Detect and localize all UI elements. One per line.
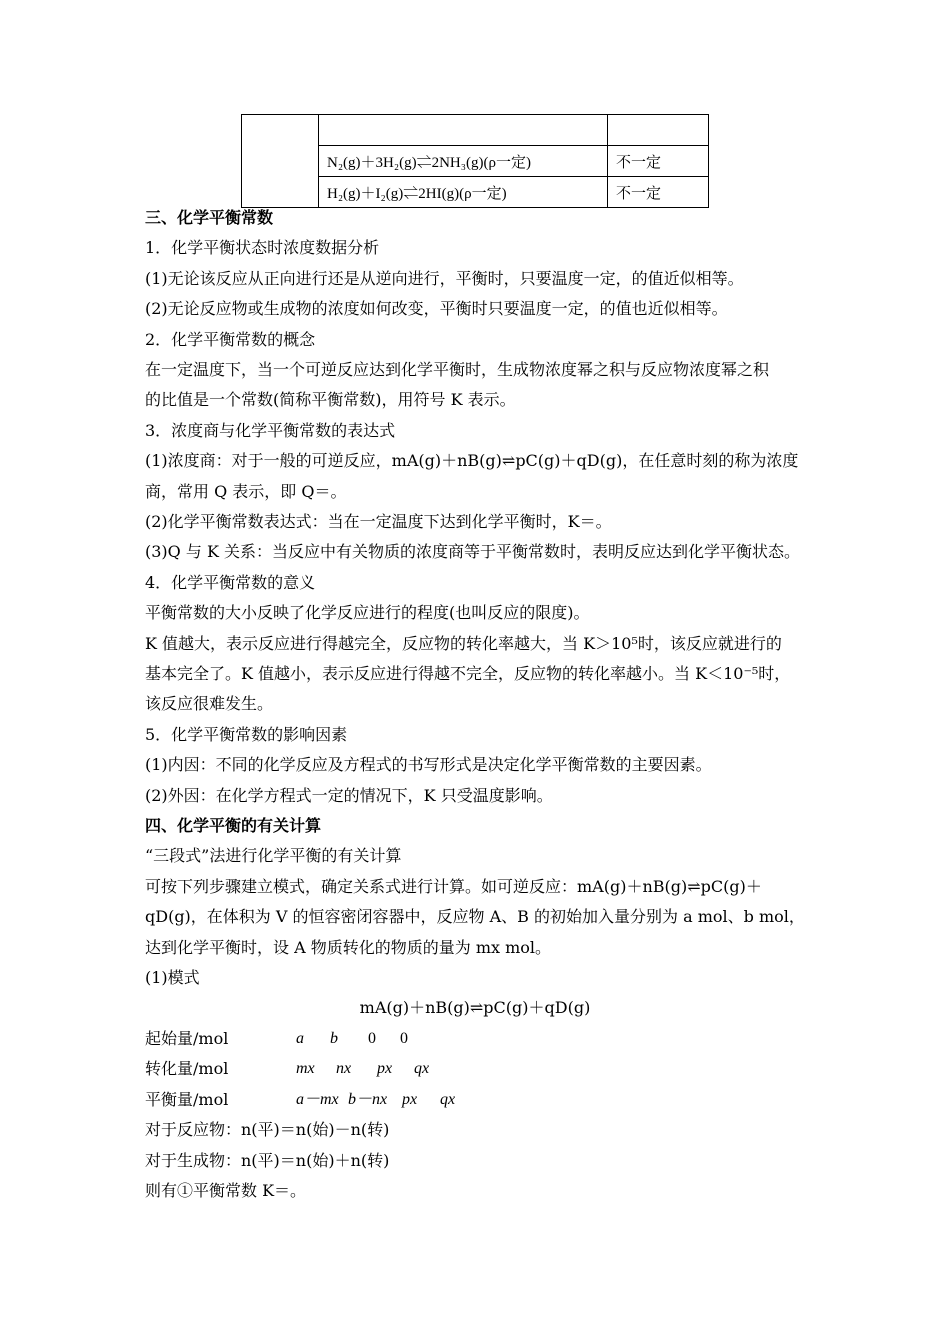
paragraph-line: 商，常用 Q 表示，即 Q＝。 <box>145 482 347 501</box>
table-cell-result: 不一定 <box>608 177 709 208</box>
paragraph-line: 则有①平衡常数 K＝。 <box>145 1181 307 1200</box>
paragraph-line: 的比值是一个常数(简称平衡常数)，用符号 K 表示。 <box>145 390 516 409</box>
paragraph-line: (2)外因：在化学方程式一定的情况下，K 只受温度影响。 <box>145 786 553 805</box>
mode-value: 0 <box>368 1030 376 1047</box>
paragraph-line: (2)化学平衡常数表达式：当在一定温度下达到化学平衡时，K＝。 <box>145 512 612 531</box>
paragraph-line: (1)无论该反应从正向进行还是从逆向进行，平衡时，只要温度一定，的值近似相等。 <box>145 269 744 288</box>
paragraph-line: 可按下列步骤建立模式，确定关系式进行计算。如可逆反应：mA(g)＋nB(g)⇌pC(g)＋ <box>145 877 762 896</box>
mode-value: mx <box>296 1060 315 1077</box>
paragraph-line: (3)Q 与 K 关系：当反应中有关物质的浓度商等于平衡常数时，表明反应达到化学平衡状态。 <box>145 542 800 561</box>
subsection-heading: 2．化学平衡常数的概念 <box>145 330 316 349</box>
table-cell-result: 不一定 <box>608 146 709 177</box>
section-heading: 三、化学平衡常数 <box>145 208 274 227</box>
mode-row-label: 起始量/mol <box>145 1029 229 1048</box>
subsection-heading: 4．化学平衡常数的意义 <box>145 573 316 592</box>
table-cell-condition <box>319 115 608 146</box>
paragraph-line: 在一定温度下，当一个可逆反应达到化学平衡时，生成物浓度幂之积与反应物浓度幂之积 <box>145 360 770 379</box>
paragraph-line: (1)模式 <box>145 968 200 987</box>
paragraph-line: (1)内因：不同的化学反应及方程式的书写形式是决定化学平衡常数的主要因素。 <box>145 755 712 774</box>
mode-row-label: 平衡量/mol <box>145 1090 229 1109</box>
mode-value: b <box>330 1030 338 1047</box>
paragraph-line: 达到化学平衡时，设 A 物质转化的物质的量为 mx mol。 <box>145 938 552 957</box>
paragraph-line: 基本完全了。K 值越小，表示反应进行得越不完全，反应物的转化率越小。当 K＜10⁻⁵时， <box>145 664 791 683</box>
mode-value: px <box>377 1060 393 1077</box>
table-cell-condition: N₂(g)＋3H₂(g)⇌2NH₃(g)(ρ一定) <box>319 146 608 177</box>
mode-value: a－mx <box>296 1091 339 1108</box>
table-cell-result <box>608 115 709 146</box>
paragraph-line: 对于生成物：n(平)＝n(始)＋n(转) <box>145 1151 390 1170</box>
mode-value: qx <box>440 1091 456 1108</box>
paragraph-line: (2)无论反应物或生成物的浓度如何改变，平衡时只要温度一定，的值也近似相等。 <box>145 299 728 318</box>
equilibrium-condition-table <box>241 114 709 208</box>
section-heading: 四、化学平衡的有关计算 <box>145 816 322 835</box>
paragraph-line: 该反应很难发生。 <box>145 694 274 713</box>
subsection-heading: “三段式”法进行化学平衡的有关计算 <box>145 846 402 865</box>
mode-value: 0 <box>400 1030 408 1047</box>
subsection-heading: 5．化学平衡常数的影响因素 <box>145 725 348 744</box>
mode-value: b－nx <box>348 1091 388 1108</box>
subsection-heading: 3．浓度商与化学平衡常数的表达式 <box>145 421 396 440</box>
mode-value: a <box>296 1030 304 1047</box>
table-cell-condition: H₂(g)＋I₂(g)⇌2HI(g)(ρ一定) <box>319 177 608 208</box>
mode-value: qx <box>414 1060 430 1077</box>
paragraph-line: 对于反应物：n(平)＝n(始)－n(转) <box>145 1120 390 1139</box>
table-row <box>242 115 709 146</box>
mode-value: px <box>402 1091 418 1108</box>
mode-value: nx <box>336 1060 352 1077</box>
subsection-heading: 1．化学平衡状态时浓度数据分析 <box>145 238 380 257</box>
paragraph-line: K 值越大，表示反应进行得越完全，反应物的转化率越大，当 K＞10⁵时，该反应就进行的 <box>145 634 782 653</box>
reaction-equation: mA(g)＋nB(g)⇌pC(g)＋qD(g) <box>359 998 591 1017</box>
table-merged-cell <box>242 115 319 208</box>
mode-row-label: 转化量/mol <box>145 1059 229 1078</box>
paragraph-line: qD(g)，在体积为 V 的恒容密闭容器中，反应物 A、B 的初始加入量分别为 a mol、b mol， <box>145 907 805 926</box>
paragraph-line: (1)浓度商：对于一般的可逆反应，mA(g)＋nB(g)⇌pC(g)＋qD(g)，在任意时刻的称为浓度 <box>145 451 799 470</box>
paragraph-line: 平衡常数的大小反映了化学反应进行的程度(也叫反应的限度)。 <box>145 603 590 622</box>
